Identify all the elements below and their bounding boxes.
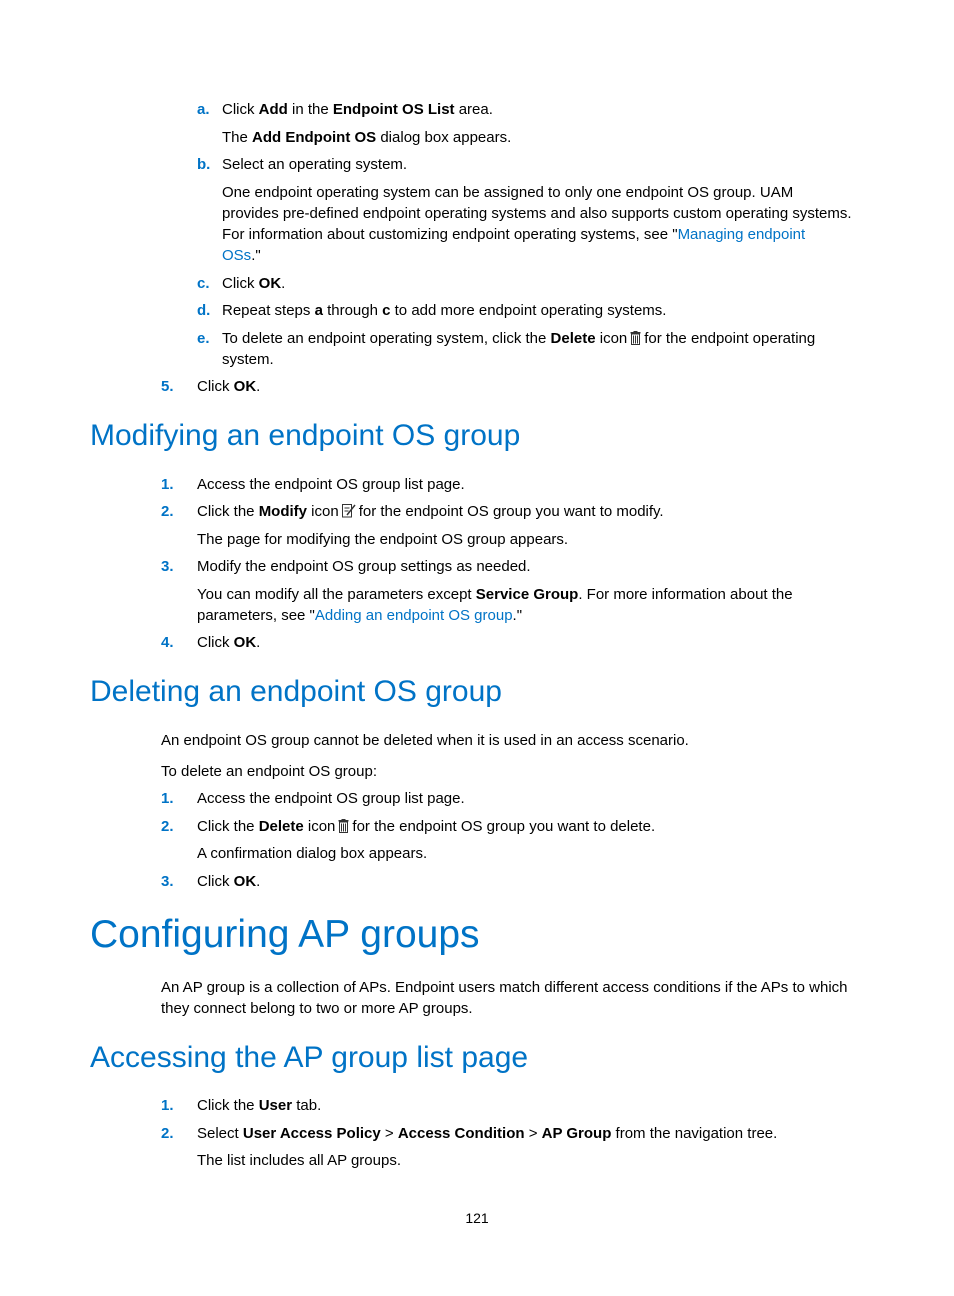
modify-step-4 [197,632,260,653]
note-line: One endpoint operating system can be assigned to only one endpoint OS group. UAM [222,184,794,201]
text: Repeat steps [222,302,315,319]
substep-e-cont: system. [222,351,274,368]
ui-term: Modify [258,503,308,520]
step-marker-d: d. [197,302,211,319]
ui-term: Endpoint OS List [332,101,455,118]
step-5 [197,376,260,397]
trash-icon [630,330,641,351]
text: for the endpoint operating [644,330,816,347]
modify-step-2-note: The page for modifying the endpoint OS group appears. [197,531,569,548]
note-line [222,224,805,245]
step-marker: 1. [161,790,174,807]
text: dialog box appears. [376,129,512,146]
substep-a-note [222,127,511,148]
section-heading-ap-list: Accessing the AP group list page [90,1041,529,1074]
ui-term: Service Group [475,586,579,603]
step-marker-e: e. [197,330,210,347]
text: . [256,873,261,890]
delete-intro: To delete an endpoint OS group: [161,763,377,780]
text: . [256,634,261,651]
substep-d [222,300,666,321]
text: Select [197,1125,243,1142]
modify-step-3-note [197,584,793,605]
step-marker: 3. [161,558,174,575]
step-marker-5: 5. [161,378,174,395]
ui-term: User [258,1097,293,1114]
text: Click [222,101,259,118]
ui-term: c [382,302,391,319]
ui-term: User Access Policy [242,1125,381,1142]
ui-term: Add Endpoint OS [252,129,377,146]
ui-term: a [314,302,323,319]
text: Click [222,275,259,292]
modify-step-3-note-cont [197,605,522,626]
section-heading-delete: Deleting an endpoint OS group [90,675,502,708]
ap-step-2 [197,1123,777,1144]
text: Click [197,634,234,651]
text: tab. [292,1097,322,1114]
step-marker: 4. [161,634,174,651]
ui-term: Delete [258,818,304,835]
step-marker: 2. [161,1125,174,1142]
text: . [256,378,261,395]
text: Click the [197,818,259,835]
chapter-heading-ap-groups: Configuring AP groups [90,913,480,956]
modify-step-2 [197,501,664,524]
text: . [281,275,286,292]
text: Click [197,378,234,395]
step-marker-c: c. [197,275,210,292]
text: to add more endpoint operating systems. [390,302,667,319]
text: . For more information about the [578,586,793,603]
modify-step-3: Modify the endpoint OS group settings as needed. [197,558,531,575]
text: from the navigation tree. [611,1125,778,1142]
step-marker: 1. [161,1097,174,1114]
managing-endpoint-oss-link-cont[interactable]: OSs [222,247,252,264]
text: Click the [197,1097,259,1114]
text: > [380,1125,398,1142]
ui-term: OK [258,275,282,292]
text: The [222,129,253,146]
text: icon [307,503,339,520]
page-number: 121 [465,1210,489,1226]
ui-term: OK [233,378,257,395]
delete-step-1: Access the endpoint OS group list page. [197,790,465,807]
text: To delete an endpoint operating system, click the [222,330,551,347]
text: For information about customizing endpoint operating systems, see " [222,226,678,243]
managing-endpoint-oss-link[interactable]: Managing endpoint [677,226,806,243]
modify-step-1: Access the endpoint OS group list page. [197,476,465,493]
substep-e [222,328,815,351]
note-line [222,245,261,266]
step-marker-a: a. [197,101,210,118]
text: icon [303,818,336,835]
ui-term: OK [233,634,257,651]
ui-term: Add [258,101,288,118]
substep-b: Select an operating system. [222,156,408,173]
text: You can modify all the parameters except [197,586,476,603]
step-marker: 3. [161,873,174,890]
delete-step-2 [197,816,655,839]
step-marker: 2. [161,818,174,835]
text: area. [454,101,493,118]
text: ." [251,247,261,264]
text: Click [197,873,234,890]
delete-step-3 [197,871,260,892]
step-marker: 1. [161,476,174,493]
ui-term: AP Group [541,1125,612,1142]
note-line: provides pre-defined endpoint operating systems and also supports custom operating systems. [222,205,852,222]
text: in the [287,101,333,118]
text: parameters, see " [197,607,315,624]
delete-step-2-note: A confirmation dialog box appears. [197,845,428,862]
ui-term: Access Condition [397,1125,525,1142]
text: for the endpoint OS group you want to delete. [352,818,656,835]
substep-a [222,99,493,120]
ap-step-2-note: The list includes all AP groups. [197,1152,402,1169]
text: through [322,302,383,319]
text: > [524,1125,542,1142]
adding-endpoint-os-group-link[interactable]: Adding an endpoint OS group [314,607,513,624]
delete-paragraph: An endpoint OS group cannot be deleted when it is used in an access scenario. [161,732,689,749]
text: ." [512,607,523,624]
ap-step-1 [197,1095,321,1116]
text: icon [595,330,628,347]
substep-c [222,273,285,294]
trash-icon [338,818,349,839]
section-heading-modify: Modifying an endpoint OS group [90,419,521,452]
ap-paragraph-line: An AP group is a collection of APs. Endpoint users match different access conditions if the APs to which [161,979,848,996]
ui-term: Delete [550,330,596,347]
step-marker-b: b. [197,156,211,173]
ap-paragraph-line: they connect belong to two or more AP groups. [161,1000,473,1017]
edit-icon [342,503,356,524]
ui-term: OK [233,873,257,890]
step-marker: 2. [161,503,174,520]
text: Click the [197,503,259,520]
text: for the endpoint OS group you want to modify. [358,503,664,520]
